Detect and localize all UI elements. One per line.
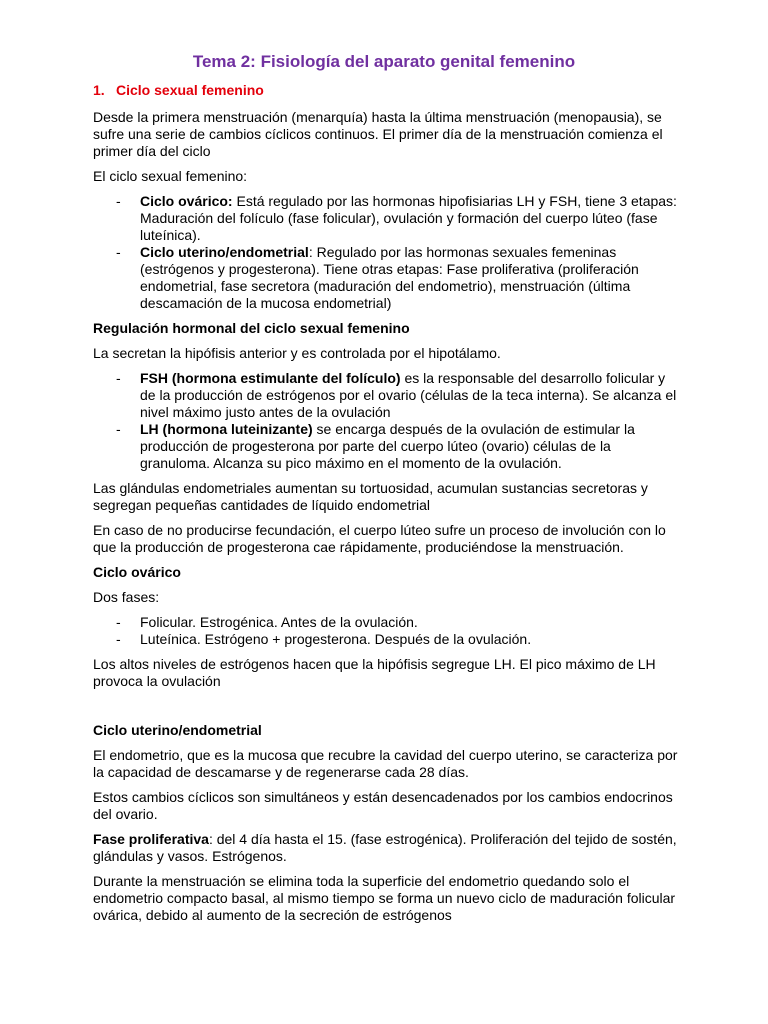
bullet-dash: - [116,421,121,437]
bullet-dash: - [116,244,121,260]
hormone-list [93,370,678,472]
phase-list [93,614,678,648]
regulation-paragraph-3: En caso de no producirse fecundación, el cuerpo lúteo sufre un proceso de involución con lo que la producción de progesterona cae rápidamente, produciéndose la menstruación. [93,522,666,555]
spacer [93,698,678,722]
list-item-text: Luteínica. Estrógeno + progesterona. Después de la ovulación. [140,631,532,647]
term-fase-proliferativa: Fase proliferativa [93,831,209,847]
heading-ciclo-uterino: Ciclo uterino/endometrial [93,722,262,738]
list-item-text: : Regulado por las hormonas sexuales femeninas (estrógenos y progesterona). Tiene otras etapas: Fase proliferativa (proliferación endometrial, fase secretora (maduración del endometrio), menstruación (última descamación de la mucosa endometrial) [140,244,639,311]
document-title: Tema 2: Fisiología del aparato genital femenino [192,52,576,71]
uterine-paragraph-1: El endometrio, que es la mucosa que recubre la cavidad del cuerpo uterino, se caracteriza por la capacidad de descamarse y de regenerarse cada 28 días. [93,747,678,780]
uterine-paragraph-4: Durante la menstruación se elimina toda la superficie del endometrio quedando solo el endometrio compacto basal, al mismo tiempo se forma un nuevo ciclo de maduración folicular ovárica, debido al aumento de la secreción de estrógenos [93,873,676,923]
bullet-dash: - [116,193,121,209]
bullet-dash: - [116,370,121,386]
heading-ciclo-ovarico: Ciclo ovárico [93,564,181,580]
regulation-paragraph-1: La secretan la hipófisis anterior y es controlada por el hipotálamo. [93,345,501,361]
bullet-dash: - [116,631,121,647]
intro-paragraph: Desde la primera menstruación (menarquía) hasta la última menstruación (menopausia), se sufre una serie de cambios cíclicos continuos. El primer día de la menstruación comienza el primer día del ciclo [93,109,663,159]
list-item-text: se encarga después de la ovulación de estimular la producción de progesterona por parte del cuerpo lúteo (ovario) células de la granuloma. Alcanza su pico máximo en el momento de la ovulación. [140,421,635,471]
ovarian-paragraph-1: Dos fases: [93,589,160,605]
term-fsh: FSH (hormona estimulante del folículo) [140,370,401,386]
list-item-fsh [93,370,678,421]
regulation-paragraph-2: Las glándulas endometriales aumentan su tortuosidad, acumulan sustancias secretoras y segregan pequeñas cantidades de líquido endometrial [93,480,648,513]
term-lh: LH (hormona luteinizante) [140,421,313,437]
list-item-text: es la responsable del desarrollo folicular y de la producción de estrógenos por el ovario (células de la teca interna). Se alcanza el nivel máximo justo antes de la ovulación [140,370,677,420]
list-item-text: Está regulado por las hormonas hipofisiarias LH y FSH, tiene 3 etapas: Maduración del folículo (fase folicular), ovulación y formación del cuerpo lúteo (fase luteínica). [140,193,677,243]
bullet-dash: - [116,614,121,630]
section-number: 1. [93,82,105,98]
ovarian-paragraph-2: Los altos niveles de estrógenos hacen que la hipófisis segregue LH. El pico máximo de LH provoca la ovulación [93,656,656,689]
uterine-paragraph-2: Estos cambios cíclicos son simultáneos y están desencadenados por los cambios endocrinos del ovario. [93,789,673,822]
section-heading-ciclo-sexual [93,82,264,99]
list-item-ciclo-ovarico [93,193,678,244]
list-item-luteinica [93,631,678,648]
list-item-lh [93,421,678,472]
uterine-paragraph-3 [93,831,678,865]
term-ciclo-uterino: Ciclo uterino/endometrial [140,244,309,260]
list-item-ciclo-uterino [93,244,678,312]
list-item-text: Folicular. Estrogénica. Antes de la ovulación. [140,614,418,630]
document-body [93,109,678,932]
section-heading-text: Ciclo sexual femenino [116,82,264,98]
term-ciclo-ovarico: Ciclo ovárico: [140,193,233,209]
cycle-list [93,193,678,312]
heading-regulacion-hormonal: Regulación hormonal del ciclo sexual femenino [93,320,410,336]
paragraph-text: : del 4 día hasta el 15. (fase estrogénica). Proliferación del tejido de sostén, glándulas y vasos. Estrógenos. [93,831,677,864]
intro-lead: El ciclo sexual femenino: [93,168,248,184]
list-item-folicular [93,614,678,631]
